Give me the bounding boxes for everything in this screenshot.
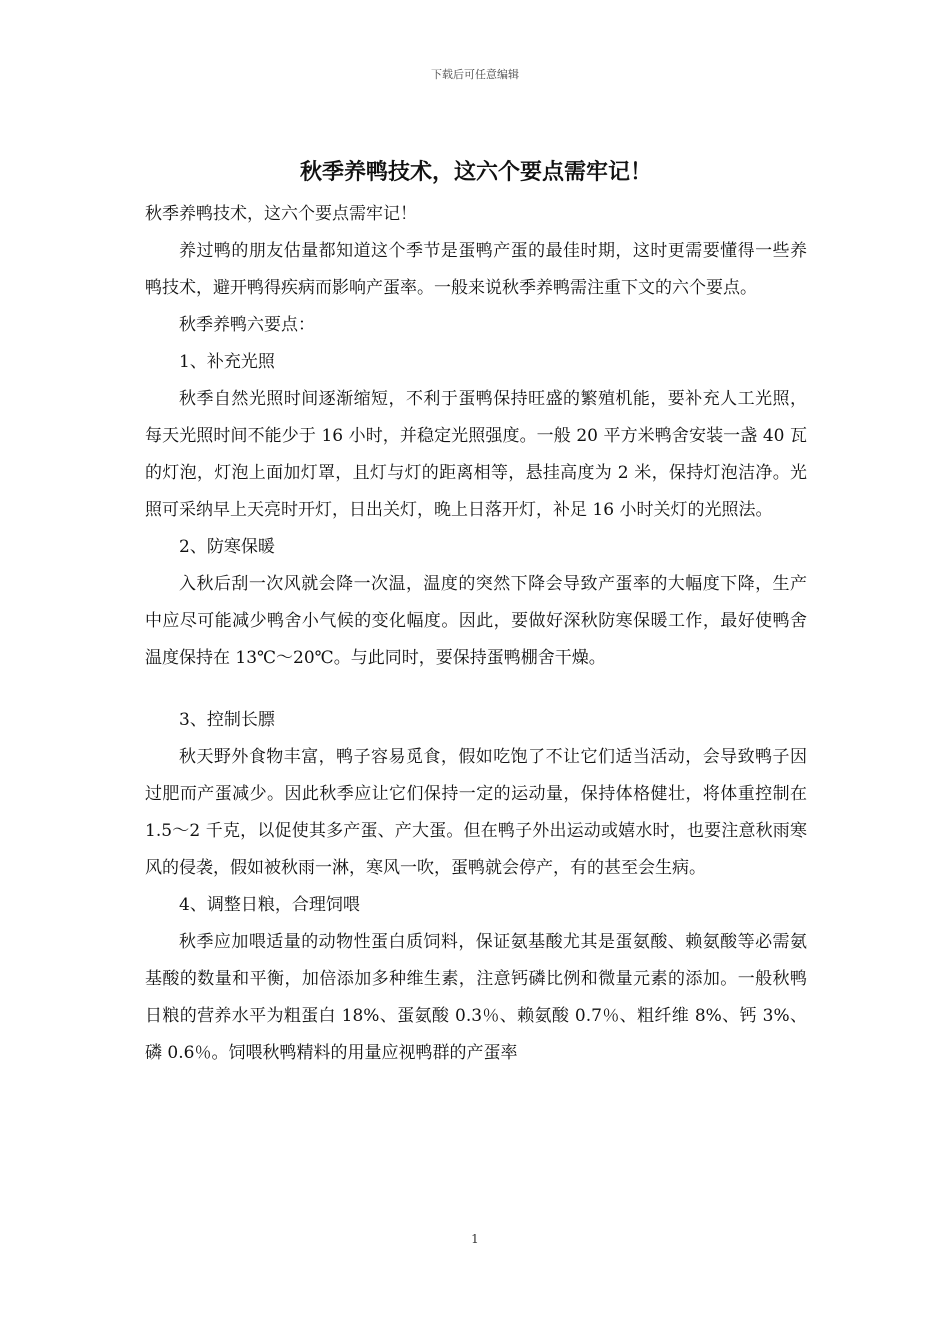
section-2-heading: 2、防寒保暖: [179, 537, 275, 557]
section-4-heading: 4、调整日粮，合理饲喂: [179, 895, 360, 915]
paragraph-gap: [145, 677, 807, 702]
section-4-body: 秋季应加喂适量的动物性蛋白质饲料，保证氨基酸尤其是蛋氨酸、赖氨酸等必需氨基酸的数量和平衡，加倍添加多种维生素，注意钙磷比例和微量元素的添加。一般秋鸭日粮的营养水平为粗蛋白 18%、蛋氨酸 0.3％、赖氨酸 0.7％、粗纤维 8%、钙 3%、磷 0.6％。饲喂秋鸭精料的用量应视鸭群的产蛋率: [145, 932, 807, 1063]
document-body: [145, 150, 807, 1072]
document-title: 秋季养鸭技术，这六个要点需牢记！: [299, 159, 652, 185]
document-subtitle: 秋季养鸭技术，这六个要点需牢记！: [145, 204, 417, 224]
section-3-body: 秋天野外食物丰富，鸭子容易觅食，假如吃饱了不让它们适当活动，会导致鸭子因过肥而产蛋减少。因此秋季应让它们保持一定的运动量，保持体格健壮，将体重控制在 1.5～2 千克，以促使其多产蛋、产大蛋。但在鸭子外出运动或嬉水时，也要注意秋雨寒风的侵袭，假如被秋雨一淋，寒风一吹，蛋鸭就会停产，有的甚至会生病。: [145, 747, 807, 878]
section-3-heading: 3、控制长膘: [179, 710, 275, 730]
intro-paragraph: 养过鸭的朋友估量都知道这个季节是蛋鸭产蛋的最佳时期，这时更需要懂得一些养鸭技术，避开鸭得疾病而影响产蛋率。一般来说秋季养鸭需注重下文的六个要点。: [145, 241, 807, 298]
section-1-body: 秋季自然光照时间逐渐缩短，不利于蛋鸭保持旺盛的繁殖机能，要补充人工光照，每天光照时间不能少于 16 小时，并稳定光照强度。一般 20 平方米鸭舍安装一盏 40 瓦的灯泡，灯泡上面加灯罩，且灯与灯的距离相等，悬挂高度为 2 米，保持灯泡洁净。光照可采纳早上天亮时开灯，日出关灯，晚上日落开灯，补足 16 小时关灯的光照法。: [145, 389, 807, 520]
section-1-heading: 1、补充光照: [179, 352, 275, 372]
page-number: 1: [471, 1232, 479, 1246]
section-2-body: 入秋后刮一次风就会降一次温，温度的突然下降会导致产蛋率的大幅度下降，生产中应尽可能减少鸭舍小气候的变化幅度。因此，要做好深秋防寒保暖工作，最好使鸭舍温度保持在 13℃～20℃。与此同时，要保持蛋鸭棚舍干燥。: [145, 574, 807, 668]
page-header: 下载后可任意编辑: [431, 68, 519, 81]
points-heading: 秋季养鸭六要点：: [179, 315, 315, 335]
